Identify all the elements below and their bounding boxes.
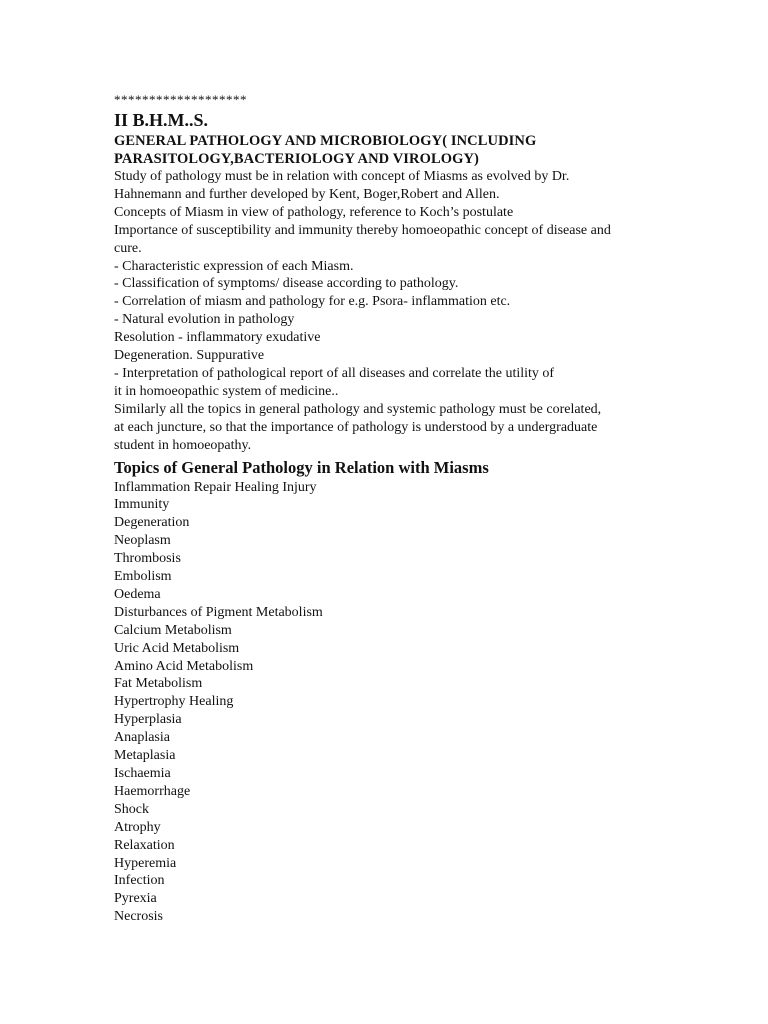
list-item: Relaxation <box>114 837 175 853</box>
list-item: Thrombosis <box>114 551 181 567</box>
list-item: Ischaemia <box>114 766 171 781</box>
intro-line: - Correlation of miasm and pathology for e.g. Psora- inflammation etc. <box>114 294 511 310</box>
intro-line: Similarly all the topics in general pathology and systemic pathology must be corelated, <box>114 401 602 417</box>
intro-line: Study of pathology must be in relation with concept of Miasms as evolved by Dr. <box>114 169 570 184</box>
intro-line: Concepts of Miasm in view of pathology, reference to Koch’s postulate <box>114 204 514 220</box>
intro-line: at each juncture, so that the importance of pathology is understood by a undergraduate <box>114 419 598 435</box>
list-item: Hyperemia <box>114 855 177 871</box>
intro-line: - Classification of symptoms/ disease according to pathology. <box>114 276 459 292</box>
course-title: II B.H.M..S. <box>114 110 209 130</box>
list-item: Fat Metabolism <box>114 676 203 692</box>
list-item: Shock <box>114 801 149 817</box>
intro-line: - Natural evolution in pathology <box>114 312 295 328</box>
topics-list <box>114 479 654 927</box>
intro-line: Hahnemann and further developed by Kent, Boger,Robert and Allen. <box>114 186 500 202</box>
intro-line: - Interpretation of pathological report of all diseases and correlate the utility of <box>114 365 555 381</box>
subject-heading-line-2: PARASITOLOGY,BACTERIOLOGY AND VIROLOGY) <box>114 151 479 167</box>
subject-heading-line-1: GENERAL PATHOLOGY AND MICROBIOLOGY( INCLUDING <box>114 133 537 149</box>
list-item: Necrosis <box>114 909 163 925</box>
intro-line: student in homoeopathy. <box>114 437 252 453</box>
intro-line: cure. <box>114 240 142 256</box>
list-item: Calcium Metabolism <box>114 622 232 638</box>
list-item: Inflammation Repair Healing Injury <box>114 479 317 495</box>
intro-line: - Characteristic expression of each Miasm. <box>114 258 354 274</box>
list-item: Haemorrhage <box>114 783 191 799</box>
section-title: Topics of General Pathology in Relation with Miasms <box>114 457 489 477</box>
list-item: Pyrexia <box>114 891 157 907</box>
list-item: Uric Acid Metabolism <box>114 640 240 656</box>
list-item: Disturbances of Pigment Metabolism <box>114 604 323 620</box>
list-item: Atrophy <box>114 819 161 835</box>
list-item: Oedema <box>114 586 161 602</box>
intro-text <box>114 168 654 455</box>
intro-line: it in homoeopathic system of medicine.. <box>114 383 339 399</box>
intro-line: Degeneration. Suppurative <box>114 348 265 364</box>
list-item: Metaplasia <box>114 748 176 764</box>
list-item: Hyperplasia <box>114 712 182 728</box>
list-item: Neoplasm <box>114 533 171 549</box>
list-item: Infection <box>114 873 165 889</box>
list-item: Embolism <box>114 569 172 585</box>
document-page <box>114 92 654 926</box>
intro-line: Resolution - inflammatory exudative <box>114 330 321 346</box>
star-separator: ******************* <box>114 92 247 107</box>
list-item: Immunity <box>114 497 170 513</box>
list-item: Hypertrophy Healing <box>114 694 234 710</box>
list-item: Anaplasia <box>114 730 170 746</box>
list-item: Amino Acid Metabolism <box>114 658 254 674</box>
intro-line: Importance of susceptibility and immunity thereby homoeopathic concept of disease and <box>114 222 611 238</box>
list-item: Degeneration <box>114 515 190 531</box>
